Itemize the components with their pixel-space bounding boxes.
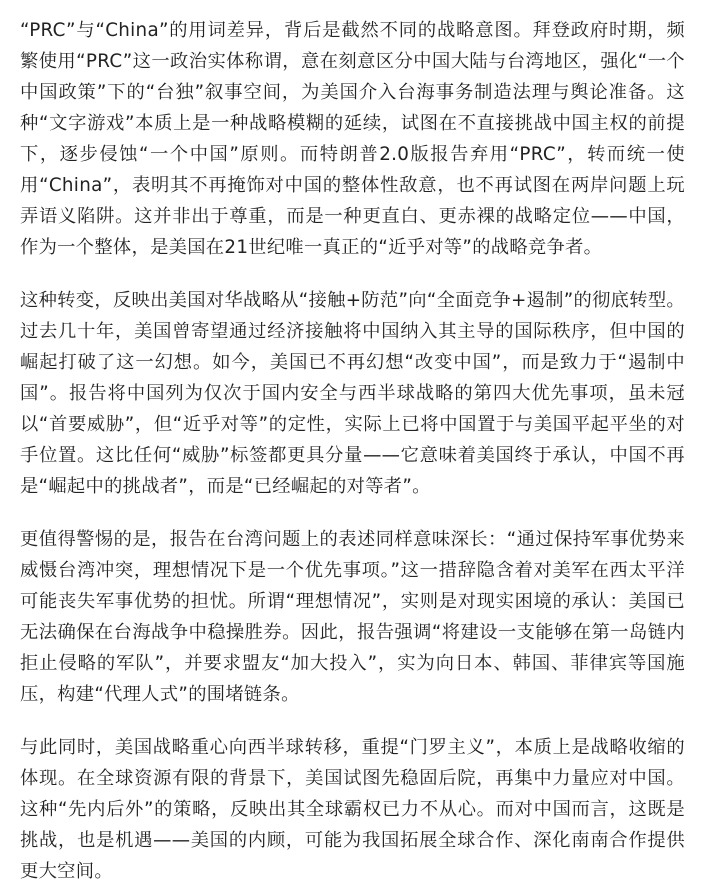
article-paragraph: 与此同时，美国战略重心向西半球转移，重提“门罗主义”，本质上是战略收缩的体现。在全球资源有限的背景下，美国试图先稳固后院，再集中力量应对中国。这种“先内后外”的策略，反映出其全球霸权已力不从心。而对中国而言，这既是挑战，也是机遇——美国的内顾，可能为我国拓展全球合作、深化南南合作提供更大空间。 (20, 737, 685, 882)
article-paragraph: “PRC”与“China”的用词差异，背后是截然不同的战略意图。拜登政府时期，频繁使用“PRC”这一政治实体称谓，意在刻意区分中国大陆与台湾地区，强化“一个中国政策”下的“台独”叙事空间，为美国介入台海事务制造法理与舆论准备。这种“文字游戏”本质上是一种战略模糊的延续，试图在不直接挑战中国主权的前提下，逐步侵蚀“一个中国”原则。而特朗普2.0版报告弃用“PRC”，转而统一使用“China”，表明其不再掩饰对中国的整体性敌意，也不再试图在两岸问题上玩弄语义陷阱。这并非出于尊重，而是一种更直白、更赤裸的战略定位——中国，作为一个整体，是美国在21世纪唯一真正的“近乎对等”的战略竞争者。 (20, 20, 685, 258)
article-paragraph: 更值得警惕的是，报告在台湾问题上的表述同样意味深长：“通过保持军事优势来威慑台湾冲突，理想情况下是一个优先事项。”这一措辞隐含着对美军在西太平洋可能丧失军事优势的担忧。所谓“理想情况”，实则是对现实困境的承认：美国已无法确保在台海战争中稳操胜券。因此，报告强调“将建设一支能够在第一岛链内拒止侵略的军队”，并要求盟友“加大投入”，实为向日本、韩国、菲律宾等国施压，构建“代理人式”的围堵链条。 (20, 529, 685, 705)
article-paragraph: 这种转变，反映出美国对华战略从“接触+防范”向“全面竞争+遏制”的彻底转型。过去几十年，美国曾寄望通过经济接触将中国纳入其主导的国际秩序，但中国的崛起打破了这一幻想。如今，美国已不再幻想“改变中国”，而是致力于“遏制中国”。报告将中国列为仅次于国内安全与西半球战略的第四大优先事项，虽未冠以“首要威胁”，但“近乎对等”的定性，实际上已将中国置于与美国平起平坐的对手位置。这比任何“威胁”标签都更具分量——它意味着美国终于承认，中国不再是“崛起中的挑战者”，而是“已经崛起的对等者”。 (20, 290, 685, 497)
article-body (0, 15, 703, 882)
